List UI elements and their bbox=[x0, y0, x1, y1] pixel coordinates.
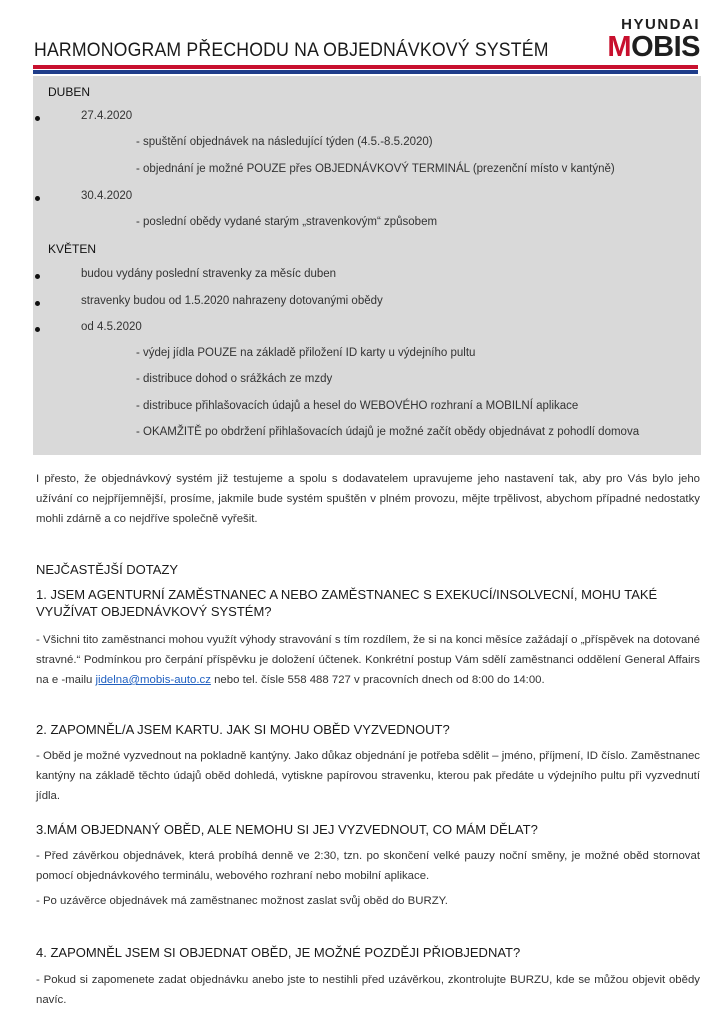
schedule-bullet: budou vydány poslední stravenky za měsíc duben bbox=[81, 268, 336, 280]
schedule-date: 30.4.2020 bbox=[81, 190, 132, 202]
month-heading-april: DUBEN bbox=[48, 85, 91, 99]
email-link[interactable]: jidelna@mobis-auto.cz bbox=[95, 674, 211, 686]
header-divider-blue bbox=[33, 70, 698, 74]
bullet-icon bbox=[35, 327, 40, 332]
header-divider-red bbox=[33, 65, 698, 69]
faq-answer-2: - Oběd je možné vyzvednout na pokladně kantýny. Jako důkaz objednání je potřeba sdělit – jméno, příjmení, ID číslo. Zaměstnanec kantýny na základě těchto údajů oběd dohledá, vytiskne papírovou stravenku, kterou pak předáte u výdejního pultu při vyzvednutí jídla. bbox=[36, 750, 700, 802]
logo-hyundai-text: HYUNDAI bbox=[621, 16, 700, 33]
hyundai-mobis-logo bbox=[607, 17, 700, 62]
bullet-icon bbox=[35, 301, 40, 306]
schedule-item: - spuštění objednávek na následující týden (4.5.-8.5.2020) bbox=[136, 136, 433, 148]
schedule-bullet: od 4.5.2020 bbox=[81, 321, 142, 333]
bullet-icon bbox=[35, 116, 40, 121]
faq-heading: NEJČASTĚJŠÍ DOTAZY bbox=[36, 562, 179, 577]
schedule-item: - distribuce dohod o srážkách ze mzdy bbox=[136, 373, 333, 385]
intro-paragraph: I přesto, že objednávkový systém již testujeme a spolu s dodavatelem upravujeme jeho nastavení tak, aby pro Vás bylo jeho užívání co nejpříjemnější, prosíme, jakmile bude systém spuštěn v plném provozu, mějte trpělivost, abychom případné nedostatky mohli zdárně a co nejdříve společně vyřešit. bbox=[36, 473, 700, 525]
faq-question-3: 3.MÁM OBJEDNANÝ OBĚD, ALE NEMOHU SI JEJ VYZVEDNOUT, CO MÁM DĚLAT? bbox=[36, 822, 538, 837]
faq-answer-1: - Všichni tito zaměstnanci mohou využít výhody stravování s tím rozdílem, že si na konci měsíce zažádají o „příspěvek na dotované stravné.“ Podmínkou pro čerpání příspěvku je doložení účtenek. Konkrétní postup Vám sdělí zaměstnanci oddělení General Affairs na e -mailu jidelna@mobis-auto.cz nebo tel. čísle 558 488 727 v pracovních dnech od 8:00 do 14:00. bbox=[36, 634, 700, 686]
bullet-icon bbox=[35, 196, 40, 201]
month-heading-may: KVĚTEN bbox=[48, 242, 97, 256]
schedule-item: - OKAMŽITĚ po obdržení přihlašovacích údajů je možné začít obědy objednávat z pohodlí domova bbox=[136, 426, 640, 438]
faq-question-2: 2. ZAPOMNĚL/A JSEM KARTU. JAK SI MOHU OBĚD VYZVEDNOUT? bbox=[36, 722, 450, 737]
schedule-item: - distribuce přihlašovacích údajů a hesel do WEBOVÉHO rozhraní a MOBILNÍ aplikace bbox=[136, 400, 579, 412]
faq-question-4: 4. ZAPOMNĚL JSEM SI OBJEDNAT OBĚD, JE MOŽNÉ POZDĚJI PŘIOBJEDNAT? bbox=[36, 945, 521, 960]
schedule-box bbox=[33, 76, 701, 455]
schedule-item: - objednání je možné POUZE přes OBJEDNÁVKOVÝ TERMINÁL (prezenční místo v kantýně) bbox=[136, 163, 615, 175]
faq-answer-4: - Pokud si zapomenete zadat objednávku anebo jste to nestihli před uzávěrkou, zkontrolujte BURZU, kde se můžou objevit obědy navíc. bbox=[36, 974, 700, 1006]
bullet-icon bbox=[35, 274, 40, 279]
schedule-date: 27.4.2020 bbox=[81, 110, 132, 122]
page-title: HARMONOGRAM PŘECHODU NA OBJEDNÁVKOVÝ SYSTÉM bbox=[34, 40, 549, 61]
schedule-item: - výdej jídla POUZE na základě přiložení ID karty u výdejního pultu bbox=[136, 347, 476, 359]
schedule-item: - poslední obědy vydané starým „stravenkovým“ způsobem bbox=[136, 216, 438, 228]
logo-mobis-text: MOBIS bbox=[607, 31, 700, 63]
faq-answer-3b: - Po uzávěrce objednávek má zaměstnanec možnost zaslat svůj oběd do BURZY. bbox=[36, 895, 448, 907]
faq-answer-3: - Před závěrkou objednávek, která probíhá denně ve 2:30, tzn. po skončení velké pauzy noční směny, je možné oběd stornovat pomocí objednávkového terminálu, webového rozhraní nebo mobilní aplikace. bbox=[36, 850, 700, 882]
faq-question-1: 1. JSEM AGENTURNÍ ZAMĚSTNANEC A NEBO ZAMĚSTNANEC S EXEKUCÍ/INSOLVECNÍ, MOHU TAKÉ VYUŽÍVAT OBJEDNÁVKOVÝ SYSTÉM? bbox=[36, 587, 658, 619]
schedule-bullet: stravenky budou od 1.5.2020 nahrazeny dotovanými obědy bbox=[81, 295, 383, 307]
